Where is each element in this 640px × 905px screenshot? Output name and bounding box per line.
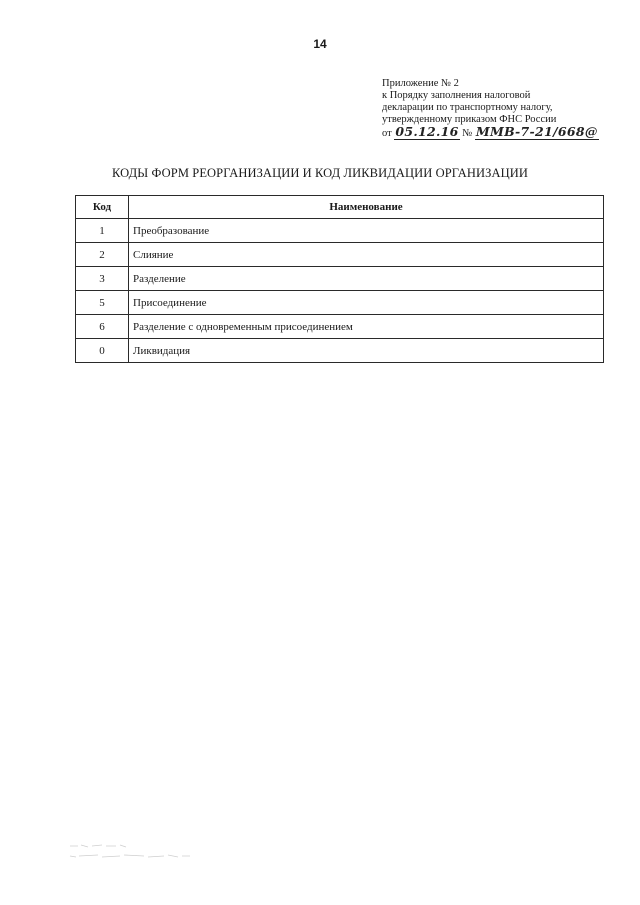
cell-name: Слияние xyxy=(129,243,604,267)
number-sign: № xyxy=(462,128,473,139)
table-row xyxy=(76,243,604,267)
table-row xyxy=(76,219,604,243)
cell-name: Разделение xyxy=(129,267,604,291)
page-number: 14 xyxy=(313,37,327,51)
appendix-line-1: Приложение № 2 xyxy=(382,78,459,89)
cell-code: 6 xyxy=(76,315,129,339)
table-row xyxy=(76,267,604,291)
order-date-handwritten: 05.12.16 xyxy=(395,124,459,139)
codes-table xyxy=(75,195,604,363)
table-row xyxy=(76,315,604,339)
document-title: КОДЫ ФОРМ РЕОРГАНИЗАЦИИ И КОД ЛИКВИДАЦИИ ОРГАНИЗАЦИИ xyxy=(112,166,528,180)
cell-code: 5 xyxy=(76,291,129,315)
order-reference xyxy=(382,126,612,140)
header-name: Наименование xyxy=(129,196,604,219)
appendix-line-2: к Порядку заполнения налоговой xyxy=(382,90,531,101)
cell-name: Разделение с одновременным присоединением xyxy=(129,315,604,339)
faint-stamp-mark xyxy=(68,841,208,865)
cell-code: 1 xyxy=(76,219,129,243)
cell-code: 3 xyxy=(76,267,129,291)
table-row xyxy=(76,291,604,315)
order-number-handwritten: ММВ-7-21/668@ xyxy=(475,124,598,139)
cell-name: Присоединение xyxy=(129,291,604,315)
table-header-row xyxy=(76,196,604,219)
table-row xyxy=(76,339,604,363)
cell-name: Преобразование xyxy=(129,219,604,243)
cell-code: 0 xyxy=(76,339,129,363)
cell-code: 2 xyxy=(76,243,129,267)
cell-name: Ликвидация xyxy=(129,339,604,363)
header-code: Код xyxy=(76,196,129,219)
from-label: от xyxy=(382,128,392,139)
appendix-line-4: утвержденному приказом ФНС России xyxy=(382,114,557,125)
appendix-block xyxy=(382,78,612,140)
appendix-line-3: декларации по транспортному налогу, xyxy=(382,102,553,113)
